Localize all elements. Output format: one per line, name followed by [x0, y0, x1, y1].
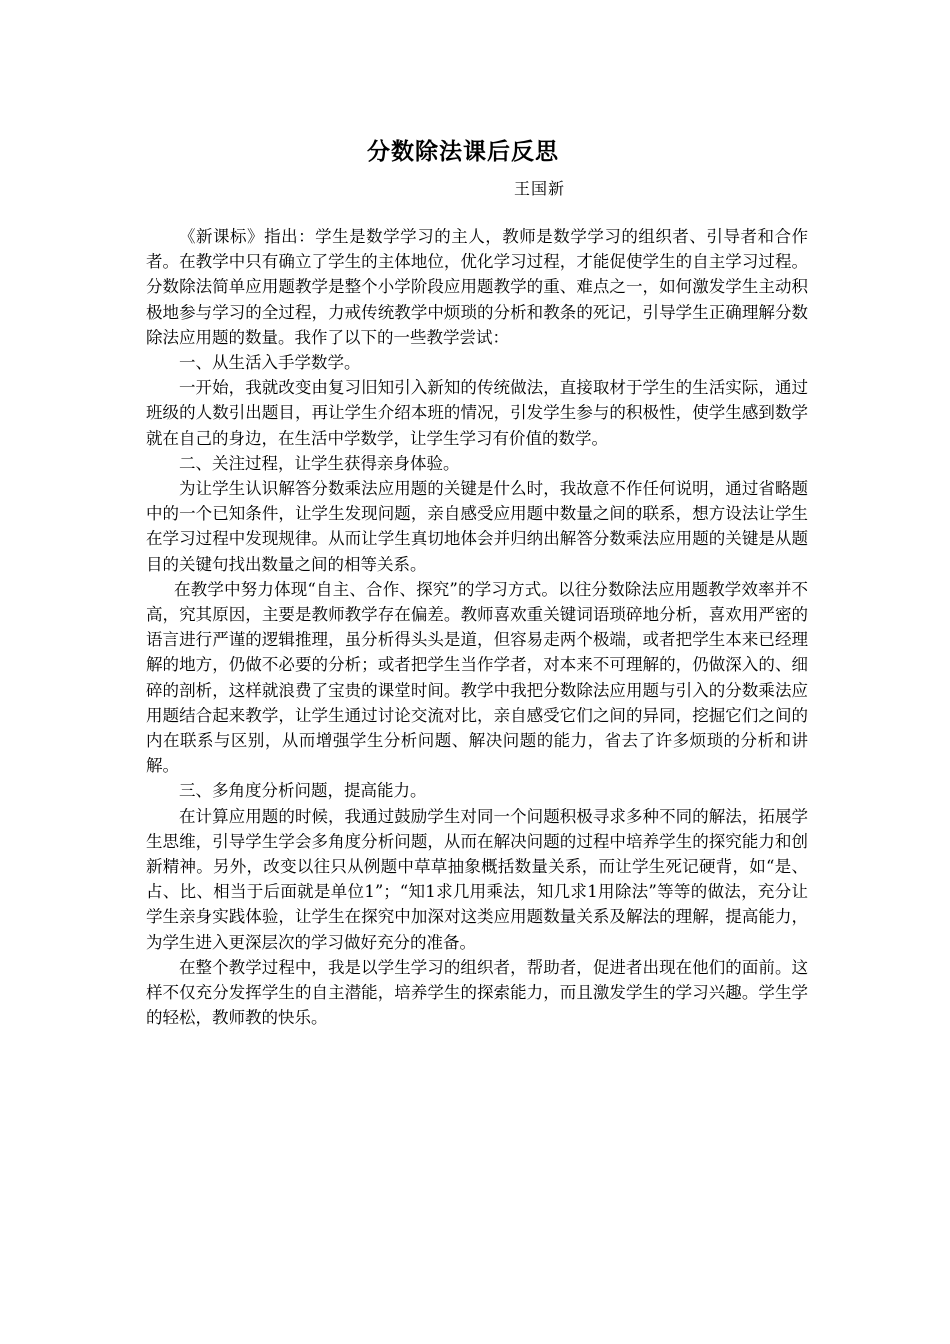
- paragraph-section-2a: 为让学生认识解答分数乘法应用题的关键是什么时，我故意不作任何说明，通过省略题中的一个已知条件，让学生发现问题，亲自感受应用题中数量之间的联系，想方设法让学生在学习过程中发现规律。从而让学生真切地体会并归纳出解答分数乘法应用题的关键是从题目的关键句找出数量之间的相等关系。: [146, 479, 808, 574]
- paragraph-section-2b: 在教学中努力体现“自主、合作、探究”的学习方式。以往分数除法应用题教学效率并不高，究其原因，主要是教师教学存在偏差。教师喜欢重关键词语琐碎地分析，喜欢用严密的语言进行严谨的逻辑推理，虽分析得头头是道，但容易走两个极端，或者把学生本来已经理解的地方，仍做不必要的分析；或者把学生当作学者，对本来不可理解的，仍做深入的、细碎的剖析，这样就浪费了宝贵的课堂时间。教学中我把分数除法应用题与引入的分数乘法应用题结合起来教学，让学生通过讨论交流对比，亲自感受它们之间的异同，挖掘它们之间的内在联系与区别，从而增强学生分析问题、解决问题的能力，省去了许多烦琐的分析和讲解。: [146, 579, 808, 776]
- document-body: [146, 224, 808, 1031]
- paragraph-section-3: 在计算应用题的时候，我通过鼓励学生对同一个问题积极寻求多种不同的解法，拓展学生思维，引导学生学会多角度分析问题，从而在解决问题的过程中培养学生的探究能力和创新精神。另外，改变以往只从例题中草草抽象概括数量关系，而让学生死记硬背，如“是、占、比、相当于后面就是单位1”；“知1求几用乘法，知几求1用除法”等等的做法，充分让学生亲身实践体验，让学生在探究中加深对这类应用题数量关系及解法的理解，提高能力，为学生进入更深层次的学习做好充分的准备。: [146, 806, 808, 952]
- section-heading-2: 二、关注过程，让学生获得亲身体验。: [179, 453, 460, 473]
- section-heading-1: 一、从生活入手学数学。: [179, 353, 361, 373]
- paragraph-conclusion: 在整个教学过程中，我是以学生学习的组织者，帮助者，促进者出现在他们的面前。这样不仅充分发挥学生的自主潜能，培养学生的探索能力，而且激发学生的学习兴趣。学生学的轻松，教师教的快乐。: [146, 957, 808, 1028]
- paragraph-intro: 《新课标》指出：学生是数学学习的主人，教师是数学学习的组织者、引导者和合作者。在教学中只有确立了学生的主体地位，优化学习过程，才能促使学生的自主学习过程。分数除法简单应用题教学是整个小学阶段应用题教学的重、难点之一，如何激发学生主动积极地参与学习的全过程，力戒传统教学中烦琐的分析和教条的死记，引导学生正确理解分数除法应用题的数量。我作了以下的一些教学尝试：: [146, 227, 808, 347]
- section-heading-3: 三、多角度分析问题，提高能力。: [179, 781, 427, 801]
- paragraph-section-1: 一开始，我就改变由复习旧知引入新知的传统做法，直接取材于学生的生活实际，通过班级的人数引出题目，再让学生介绍本班的情况，引发学生参与的积极性，使学生感到数学就在自己的身边，在生活中学数学，让学生学习有价值的数学。: [146, 378, 808, 448]
- document-title: 分数除法课后反思: [367, 138, 559, 165]
- document-author: 王国新: [514, 179, 566, 198]
